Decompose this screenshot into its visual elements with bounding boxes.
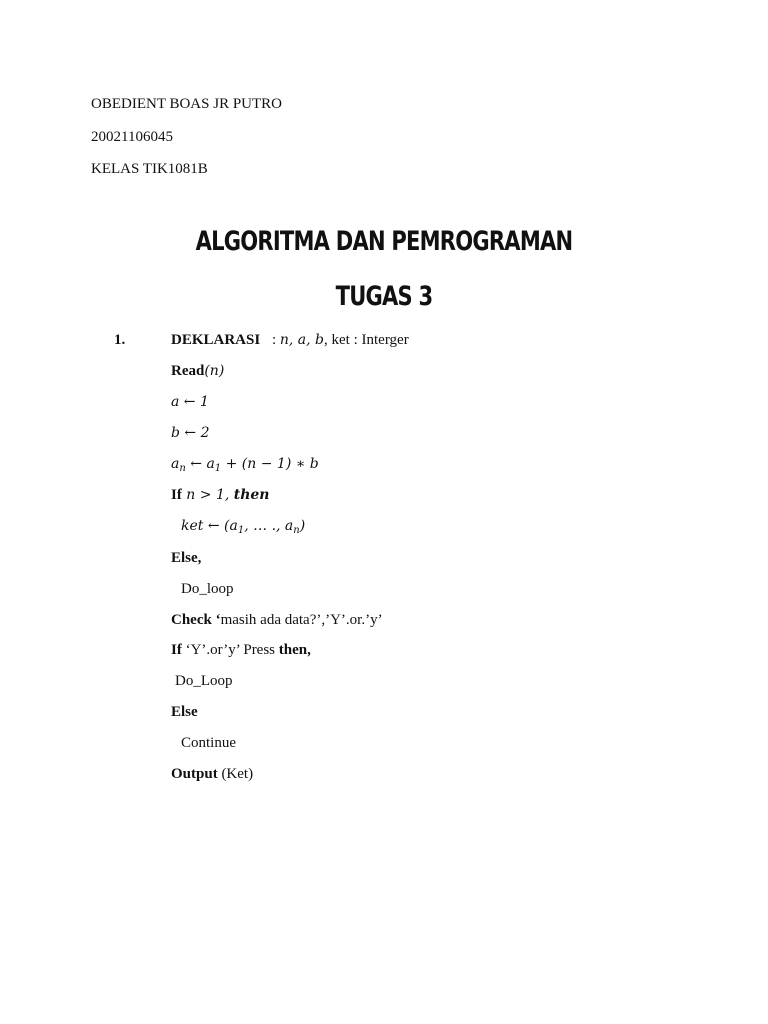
if-line [171, 485, 269, 505]
declaration-rest: , ket : Interger [324, 332, 409, 348]
formula-line [171, 454, 319, 474]
formula-an: a [171, 456, 180, 472]
student-name: OBEDIENT BOAS JR PUTRO [91, 96, 282, 112]
else-line [171, 548, 201, 568]
check-line [171, 610, 383, 630]
output-keyword: Output [171, 766, 218, 782]
formula-arrow-a: ← a [185, 456, 215, 472]
declaration-colon: : [271, 332, 277, 348]
document-title: ALGORITMA DAN PEMROGRAMAN [195, 226, 573, 257]
if-then: then [233, 487, 270, 503]
else2-line [171, 702, 198, 722]
if2-text: ‘Y’.or’y’ Press [181, 642, 279, 658]
document-subtitle: TUGAS 3 [335, 281, 433, 312]
else2-keyword: Else [171, 704, 198, 720]
student-id: 20021106045 [91, 129, 173, 145]
assign-a-line: a ← 1 [171, 394, 209, 410]
read-keyword: Read [171, 363, 205, 379]
output-arg: (Ket) [217, 766, 254, 782]
if2-line [171, 640, 311, 660]
do-loop-line-1: Do_loop [181, 581, 234, 597]
ket-subn: n [293, 525, 300, 536]
ket-middle: , … ., a [244, 518, 294, 534]
read-line [171, 361, 224, 381]
output-line [171, 764, 253, 784]
item-number [114, 330, 125, 350]
student-class: KELAS TIK1081B [91, 161, 208, 177]
continue-line: Continue [181, 735, 236, 751]
read-arg: (n) [204, 363, 225, 379]
ket-assign: ket ← (a [181, 518, 238, 534]
else-keyword: Else, [171, 550, 202, 566]
ket-sub1: 1 [237, 525, 245, 536]
if-keyword: If [171, 487, 182, 503]
declaration-line [171, 330, 409, 350]
if2-then: then, [278, 642, 311, 658]
if2-keyword: If [171, 642, 182, 658]
declaration-vars: n, a, b [279, 332, 324, 348]
ket-close: ) [299, 518, 306, 534]
if-condition: n > 1, [181, 487, 234, 503]
check-text: masih ada data?’,’Y’.or.’y’ [220, 612, 383, 628]
ket-line [181, 516, 305, 536]
formula-n-sub: n [179, 463, 186, 474]
assign-b-line: b ← 2 [171, 425, 210, 441]
declaration-keyword: DEKLARASI [171, 332, 261, 348]
do-loop-line-2: Do_Loop [175, 673, 233, 689]
check-keyword: Check ‘ [171, 612, 221, 628]
item-number-label: 1. [114, 332, 126, 348]
formula-rest: + (n − 1) ∗ b [221, 456, 319, 472]
formula-1-sub: 1 [214, 463, 222, 474]
